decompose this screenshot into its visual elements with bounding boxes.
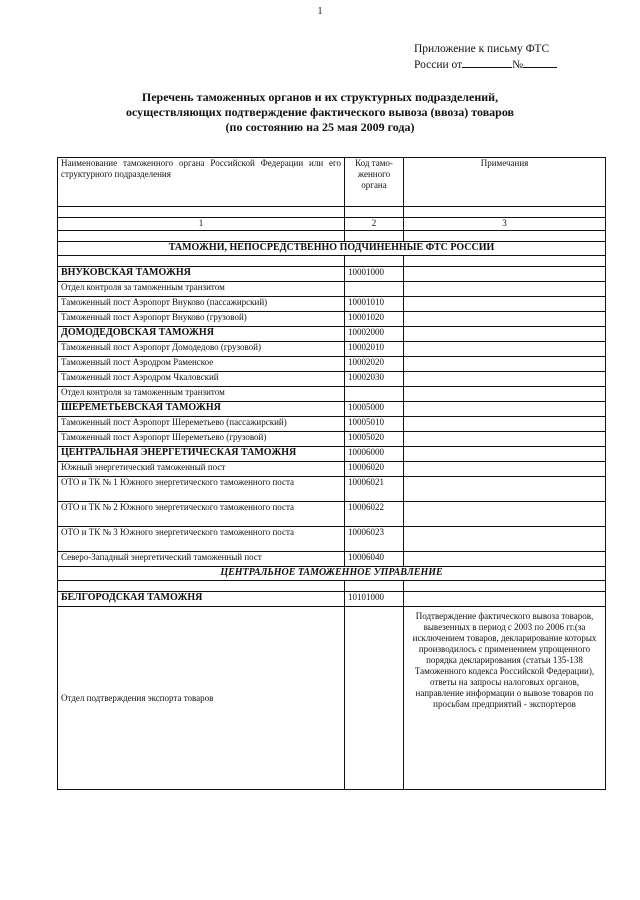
- header-name: Наименование таможенного органа Российской Федерации или его структурного подразделения: [58, 158, 345, 207]
- spacer-row: [58, 207, 606, 218]
- title-line-3: (по состоянию на 25 мая 2009 года): [225, 120, 415, 134]
- header-notes: Примечания: [404, 158, 606, 207]
- table-row: [58, 342, 606, 357]
- spacer-row: [58, 581, 606, 592]
- customs-note: [404, 552, 606, 567]
- title-line-2: осуществляющих подтверждение фактического вывоза (ввоза) товаров: [125, 105, 515, 119]
- customs-code: 10006040: [345, 552, 404, 567]
- appendix-line-2: [414, 57, 557, 73]
- customs-unit-name: Северо-Западный энергетический таможенный пост: [58, 552, 345, 567]
- column-number-row: [58, 218, 606, 231]
- customs-code: 10006023: [345, 527, 404, 552]
- column-number: 1: [58, 218, 345, 231]
- customs-code: 10002000: [345, 327, 404, 342]
- date-blank: [462, 57, 512, 68]
- section1-rows: [58, 267, 606, 567]
- table-row: [58, 527, 606, 552]
- customs-code: 10001010: [345, 297, 404, 312]
- customs-unit-name: Отдел контроля за таможенным транзитом: [58, 282, 345, 297]
- table-row: [58, 552, 606, 567]
- table-row: [58, 447, 606, 462]
- column-number: 2: [345, 218, 404, 231]
- column-number: 3: [404, 218, 606, 231]
- table-row: [58, 402, 606, 417]
- customs-note: [404, 527, 606, 552]
- customs-unit-name: ШЕРЕМЕТЬЕВСКАЯ ТАМОЖНЯ: [58, 402, 345, 417]
- number-sign: №: [512, 59, 524, 71]
- customs-unit-name: Таможенный пост Аэропорт Домодедово (грузовой): [58, 342, 345, 357]
- customs-unit-name: ОТО и ТК № 2 Южного энергетического таможенного поста: [58, 502, 345, 527]
- customs-code: [345, 607, 404, 790]
- customs-note: [404, 417, 606, 432]
- appendix-header: [414, 42, 557, 73]
- customs-note: [404, 432, 606, 447]
- table-row: [58, 282, 606, 297]
- customs-unit-name: Таможенный пост Аэродром Раменское: [58, 357, 345, 372]
- customs-code: 10005010: [345, 417, 404, 432]
- customs-note: [404, 592, 606, 607]
- appendix-line-1: Приложение к письму ФТС: [414, 43, 550, 55]
- spacer-row: [58, 231, 606, 242]
- appendix-date-prefix: России от: [414, 59, 463, 71]
- customs-unit-name: Таможенный пост Аэропорт Внуково (грузовой): [58, 312, 345, 327]
- section-heading-row: [58, 567, 606, 581]
- customs-note: [404, 372, 606, 387]
- number-blank: [523, 57, 557, 68]
- table-row: [58, 592, 606, 607]
- customs-note: [404, 312, 606, 327]
- customs-unit-name: Южный энергетический таможенный пост: [58, 462, 345, 477]
- customs-note: [404, 462, 606, 477]
- customs-code: 10006020: [345, 462, 404, 477]
- customs-code: 10006021: [345, 477, 404, 502]
- customs-note: [404, 357, 606, 372]
- table-row: [58, 432, 606, 447]
- customs-code: 10101000: [345, 592, 404, 607]
- customs-code: 10002030: [345, 372, 404, 387]
- customs-note: [404, 267, 606, 282]
- customs-note: Подтверждение фактического вывоза товаров, вывезенных в период с 2003 по 2006 гг.(за исключением товаров, декларирование которых производилось с применением упрощенного порядка декларирования (статьи 135-138 Таможенного кодекса Российской Федерации), ответы на запросы налоговых органов, направление информации о вывозе товаров по просьбам предприятий - экспортеров: [404, 607, 606, 790]
- customs-unit-name: Таможенный пост Аэропорт Внуково (пассажирский): [58, 297, 345, 312]
- table-header-row: [58, 158, 606, 207]
- page-number: 1: [317, 6, 323, 17]
- customs-code: 10006000: [345, 447, 404, 462]
- customs-code: 10002020: [345, 357, 404, 372]
- title-line-1: Перечень таможенных органов и их структурных подразделений,: [141, 90, 499, 104]
- customs-code: 10006022: [345, 502, 404, 527]
- table-row: [58, 327, 606, 342]
- customs-note: [404, 477, 606, 502]
- customs-code: 10005020: [345, 432, 404, 447]
- customs-code: [345, 387, 404, 402]
- customs-note: [404, 402, 606, 417]
- table-row: [58, 607, 606, 790]
- table-row: [58, 372, 606, 387]
- customs-unit-name: ВНУКОВСКАЯ ТАМОЖНЯ: [58, 267, 345, 282]
- spacer-row: [58, 256, 606, 267]
- customs-unit-name: Таможенный пост Аэродром Чкаловский: [58, 372, 345, 387]
- customs-note: [404, 447, 606, 462]
- section-heading-row: [58, 242, 606, 256]
- table-row: [58, 477, 606, 502]
- customs-code: 10001000: [345, 267, 404, 282]
- customs-registry-table: [57, 157, 606, 790]
- customs-unit-name: ДОМОДЕДОВСКАЯ ТАМОЖНЯ: [58, 327, 345, 342]
- header-code: Код тамо-женного органа: [345, 158, 404, 207]
- customs-note: [404, 342, 606, 357]
- table-row: [58, 417, 606, 432]
- customs-code: 10001020: [345, 312, 404, 327]
- table-row: [58, 387, 606, 402]
- section-heading: ТАМОЖНИ, НЕПОСРЕДСТВЕННО ПОДЧИНЕННЫЕ ФТС РОССИИ: [58, 242, 606, 256]
- section-heading: ЦЕНТРАЛЬНОЕ ТАМОЖЕННОЕ УПРАВЛЕНИЕ: [58, 567, 606, 581]
- customs-code: 10005000: [345, 402, 404, 417]
- table-row: [58, 502, 606, 527]
- customs-unit-name: ОТО и ТК № 3 Южного энергетического таможенного поста: [58, 527, 345, 552]
- customs-note: [404, 282, 606, 297]
- customs-code: 10002010: [345, 342, 404, 357]
- customs-note: [404, 327, 606, 342]
- customs-unit-name: Отдел контроля за таможенным транзитом: [58, 387, 345, 402]
- table-row: [58, 312, 606, 327]
- customs-unit-name: Таможенный пост Аэропорт Шереметьево (грузовой): [58, 432, 345, 447]
- customs-note: [404, 387, 606, 402]
- customs-note: [404, 502, 606, 527]
- customs-unit-name: Таможенный пост Аэропорт Шереметьево (пассажирский): [58, 417, 345, 432]
- customs-unit-name: ОТО и ТК № 1 Южного энергетического таможенного поста: [58, 477, 345, 502]
- table-row: [58, 357, 606, 372]
- document-title: [0, 90, 640, 135]
- customs-note: [404, 297, 606, 312]
- customs-code: [345, 282, 404, 297]
- customs-unit-name: БЕЛГОРОДСКАЯ ТАМОЖНЯ: [58, 592, 345, 607]
- customs-unit-name: Отдел подтверждения экспорта товаров: [58, 607, 345, 790]
- customs-unit-name: ЦЕНТРАЛЬНАЯ ЭНЕРГЕТИЧЕСКАЯ ТАМОЖНЯ: [58, 447, 345, 462]
- table-row: [58, 297, 606, 312]
- section2-rows: [58, 592, 606, 790]
- table-row: [58, 462, 606, 477]
- table-row: [58, 267, 606, 282]
